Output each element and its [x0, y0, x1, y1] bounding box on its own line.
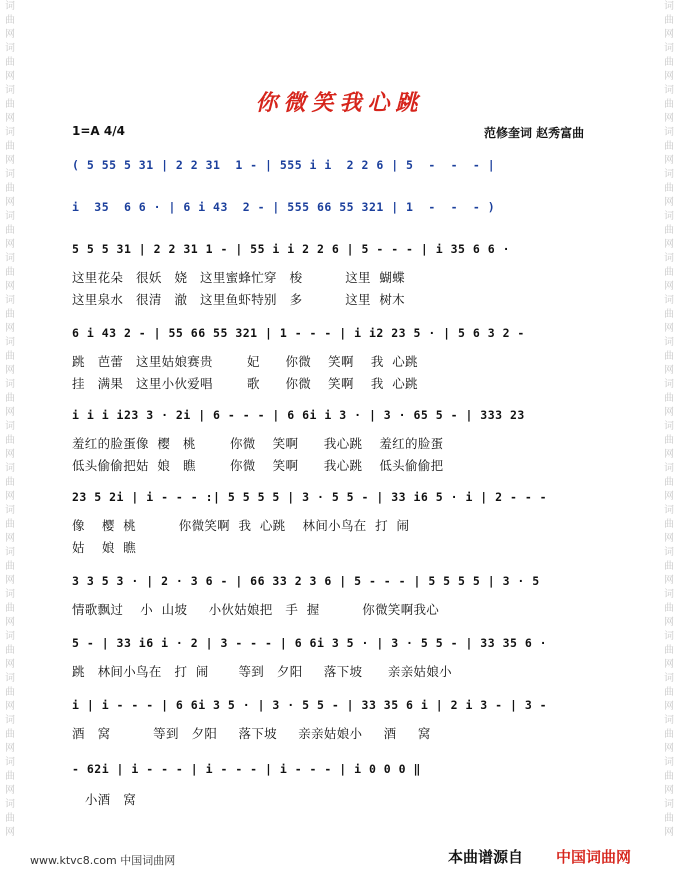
watermark-char: 网: [5, 365, 15, 376]
notes-line-8: - 62i | i - - - | i - - - | i - - - | i 0 0 0 ‖: [72, 762, 421, 776]
watermark-right: [661, 0, 677, 894]
footer-source: 本曲谱源自: [448, 848, 524, 866]
footer-site: www.ktvc8.com 中国词曲网: [30, 854, 176, 867]
lyric-line-8: 小酒 窝: [72, 792, 137, 807]
watermark-char: 曲: [5, 603, 15, 614]
notes-line-5: 3 3 5 3 · | 2 · 3 6 - | 66 33 2 3 6 | 5 - - - | 5 5 5 5 | 3 · 5: [72, 574, 540, 588]
watermark-char: 词: [5, 463, 15, 474]
watermark-char: 网: [664, 533, 674, 544]
watermark-char: 网: [664, 29, 674, 40]
watermark-char: 曲: [664, 267, 674, 278]
watermark-char: 词: [5, 589, 15, 600]
watermark-char: 网: [5, 491, 15, 502]
watermark-char: 词: [5, 127, 15, 138]
song-title: 你微笑我心跳: [255, 90, 424, 116]
watermark-char: 曲: [5, 645, 15, 656]
watermark-char: 词: [5, 505, 15, 516]
watermark-char: 词: [5, 799, 15, 810]
watermark-char: 网: [664, 197, 674, 208]
watermark-char: 网: [5, 155, 15, 166]
watermark-char: 曲: [664, 561, 674, 572]
watermark-char: 网: [5, 575, 15, 586]
watermark-char: 词: [5, 673, 15, 684]
watermark-char: 词: [5, 379, 15, 390]
watermark-char: 曲: [664, 687, 674, 698]
watermark-char: 网: [664, 743, 674, 754]
watermark-char: 词: [5, 211, 15, 222]
watermark-char: 词: [5, 43, 15, 54]
lyric-line-4a: 像 樱 桃 你微笑啊 我 心跳 林间小鸟在 打 闹: [72, 518, 410, 533]
watermark-char: 词: [664, 463, 674, 474]
notes-line-6: 5 - | 33 i6 i · 2 | 3 - - - | 6 6i 3 5 · | 3 · 5 5 - | 33 35 6 ·: [72, 636, 548, 650]
watermark-char: 词: [664, 505, 674, 516]
watermark-char: 网: [664, 575, 674, 586]
watermark-char: 网: [664, 71, 674, 82]
watermark-char: 网: [5, 659, 15, 670]
intro-line-2: i 35 6 6 · | 6 i 43 2 - | 555 66 55 321 | 1 - - - ): [72, 200, 496, 214]
watermark-char: 词: [664, 85, 674, 96]
watermark-char: 词: [5, 337, 15, 348]
watermark-char: 网: [5, 701, 15, 712]
lyric-line-1b: 这里泉水 很清 澈 这里鱼虾特别 多 这里 树木: [72, 292, 405, 307]
watermark-char: 词: [664, 1, 674, 12]
watermark-char: 网: [664, 701, 674, 712]
watermark-char: 网: [5, 449, 15, 460]
watermark-char: 词: [664, 589, 674, 600]
lyric-line-7: 酒 窝 等到 夕阳 落下坡 亲亲姑娘小 酒 窝: [72, 726, 431, 741]
watermark-char: 曲: [664, 309, 674, 320]
watermark-char: 曲: [5, 183, 15, 194]
watermark-char: 曲: [5, 435, 15, 446]
watermark-char: 曲: [5, 57, 15, 68]
lyric-line-6: 跳 林间小鸟在 打 闹 等到 夕阳 落下坡 亲亲姑娘小: [72, 664, 452, 679]
lyric-line-2a: 跳 芭蕾 这里姑娘赛贵 妃 你微 笑啊 我 心跳: [72, 354, 418, 369]
watermark-char: 网: [5, 29, 15, 40]
watermark-char: 网: [664, 449, 674, 460]
watermark-char: 词: [5, 547, 15, 558]
watermark-char: 网: [5, 239, 15, 250]
watermark-char: 曲: [5, 519, 15, 530]
watermark-char: 网: [664, 365, 674, 376]
watermark-char: 网: [664, 281, 674, 292]
watermark-char: 曲: [5, 561, 15, 572]
watermark-char: 曲: [664, 225, 674, 236]
watermark-char: 词: [664, 673, 674, 684]
watermark-char: 曲: [664, 141, 674, 152]
watermark-char: 曲: [5, 225, 15, 236]
watermark-char: 词: [664, 295, 674, 306]
watermark-char: 曲: [664, 603, 674, 614]
watermark-char: 网: [5, 407, 15, 418]
notes-line-1: 5 5 5 31 | 2 2 31 1 - | 55 i i 2 2 6 | 5 - - - | i 35 6 6 ·: [72, 242, 510, 256]
watermark-char: 词: [5, 169, 15, 180]
watermark-char: 网: [5, 197, 15, 208]
watermark-char: 网: [5, 743, 15, 754]
watermark-char: 词: [5, 85, 15, 96]
lyric-line-1a: 这里花朵 很妖 娆 这里蜜蜂忙穿 梭 这里 蝴蝶: [72, 270, 405, 285]
watermark-left: [2, 0, 18, 894]
watermark-char: 曲: [664, 645, 674, 656]
watermark-char: 曲: [664, 57, 674, 68]
watermark-char: 词: [664, 169, 674, 180]
watermark-char: 词: [664, 43, 674, 54]
watermark-char: 曲: [664, 813, 674, 824]
watermark-char: 曲: [5, 309, 15, 320]
lyric-line-2b: 挂 满果 这里小伙爱唱 歌 你微 笑啊 我 心跳: [72, 376, 418, 391]
lyric-line-3b: 低头偷偷把姑 娘 瞧 你微 笑啊 我心跳 低头偷偷把: [72, 458, 444, 473]
watermark-char: 曲: [5, 267, 15, 278]
lyric-line-4b: 姑 娘 瞧: [72, 540, 137, 555]
watermark-char: 词: [5, 421, 15, 432]
watermark-char: 曲: [5, 477, 15, 488]
watermark-char: 词: [664, 337, 674, 348]
watermark-char: 网: [5, 113, 15, 124]
watermark-char: 曲: [664, 519, 674, 530]
watermark-char: 曲: [664, 99, 674, 110]
watermark-char: 网: [664, 617, 674, 628]
watermark-char: 网: [5, 533, 15, 544]
watermark-char: 词: [5, 631, 15, 642]
watermark-char: 词: [664, 253, 674, 264]
watermark-char: 词: [664, 757, 674, 768]
watermark-char: 词: [664, 379, 674, 390]
watermark-char: 词: [5, 715, 15, 726]
watermark-char: 词: [664, 421, 674, 432]
lyric-line-3a: 羞红的脸蛋像 樱 桃 你微 笑啊 我心跳 羞红的脸蛋: [72, 436, 444, 451]
watermark-char: 曲: [664, 771, 674, 782]
watermark-char: 曲: [664, 435, 674, 446]
watermark-char: 曲: [5, 393, 15, 404]
watermark-char: 词: [664, 211, 674, 222]
lyric-line-5: 情歌飘过 小 山坡 小伙姑娘把 手 握 你微笑啊我心: [72, 602, 440, 617]
watermark-char: 网: [5, 281, 15, 292]
notes-line-4: 23 5 2i | i - - - :| 5 5 5 5 | 3 · 5 5 - | 33 i6 5 · i | 2 - - -: [72, 490, 548, 504]
watermark-char: 曲: [5, 351, 15, 362]
watermark-char: 网: [664, 785, 674, 796]
watermark-char: 网: [664, 659, 674, 670]
watermark-char: 曲: [5, 771, 15, 782]
watermark-char: 词: [5, 757, 15, 768]
intro-line-1: ( 5 55 5 31 | 2 2 31 1 - | 555 i i 2 2 6 | 5 - - - |: [72, 158, 496, 172]
watermark-char: 曲: [5, 99, 15, 110]
watermark-char: 网: [5, 827, 15, 838]
key-signature: 1=A 4/4: [72, 124, 125, 138]
watermark-char: 网: [5, 785, 15, 796]
footer-brand: 中国词曲网: [556, 848, 632, 866]
watermark-char: 词: [664, 547, 674, 558]
watermark-char: 词: [664, 715, 674, 726]
watermark-char: 曲: [664, 351, 674, 362]
watermark-char: 网: [664, 407, 674, 418]
watermark-char: 词: [5, 1, 15, 12]
watermark-char: 词: [664, 631, 674, 642]
watermark-char: 曲: [5, 15, 15, 26]
watermark-char: 曲: [5, 729, 15, 740]
notes-line-2: 6 i 43 2 - | 55 66 55 321 | 1 - - - | i i2 23 5 · | 5 6 3 2 -: [72, 326, 525, 340]
watermark-char: 网: [664, 155, 674, 166]
watermark-char: 网: [5, 323, 15, 334]
authors: 范修奎词 赵秀富曲: [484, 126, 585, 140]
notes-line-7: i | i - - - | 6 6i 3 5 · | 3 · 5 5 - | 33 35 6 i | 2 i 3 - | 3 -: [72, 698, 548, 712]
watermark-char: 网: [5, 71, 15, 82]
watermark-char: 网: [664, 827, 674, 838]
watermark-char: 曲: [664, 15, 674, 26]
watermark-char: 曲: [664, 393, 674, 404]
watermark-char: 曲: [5, 687, 15, 698]
watermark-char: 词: [664, 799, 674, 810]
watermark-char: 网: [5, 617, 15, 628]
watermark-char: 曲: [5, 141, 15, 152]
watermark-char: 曲: [664, 477, 674, 488]
notes-line-3: i i i i23 3 · 2i | 6 - - - | 6 6i i 3 · | 3 · 65 5 - | 333 23: [72, 408, 525, 422]
watermark-char: 词: [5, 253, 15, 264]
watermark-char: 曲: [5, 813, 15, 824]
watermark-char: 词: [664, 127, 674, 138]
watermark-char: 曲: [664, 729, 674, 740]
watermark-char: 词: [5, 295, 15, 306]
watermark-char: 网: [664, 323, 674, 334]
watermark-char: 网: [664, 113, 674, 124]
watermark-char: 网: [664, 491, 674, 502]
watermark-char: 网: [664, 239, 674, 250]
watermark-char: 曲: [664, 183, 674, 194]
